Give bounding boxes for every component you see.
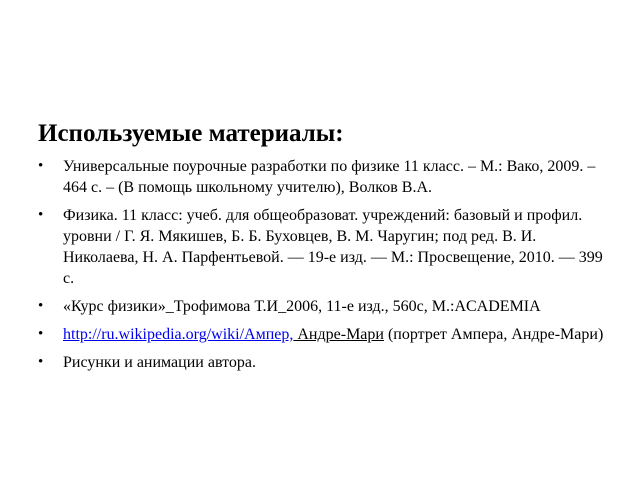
list-item <box>38 324 608 345</box>
list-item-text: Физика. 11 класс: учеб. для общеобразоват. учреждений: базовый и профил. уровни / Г. Я. Мякишев, Б. Б. Буховцев, В. М. Чаругин; под ред. В. И. Николаева, Н. А. Парфентьевой. — 19-е изд. — М.: Просвещение, 2010. — 399 с. <box>63 207 603 287</box>
list-item-text: Универсальные поурочные разработки по физике 11 класс. – М.: Вако, 2009. – 464 с. – (В помощь школьному учителю), Волков В.А. <box>63 158 596 196</box>
bullet-icon: • <box>38 354 44 370</box>
bullet-icon: • <box>38 326 44 342</box>
list-item-text: Рисунки и анимации автора. <box>63 354 256 371</box>
materials-list <box>38 156 608 380</box>
list-item-text: «Курс физики»_Трофимова Т.И_2006, 11-е изд., 560с, М.:ACADEMIA <box>63 298 541 315</box>
bullet-icon: • <box>38 207 44 223</box>
list-item <box>38 352 608 373</box>
list-item <box>38 156 608 198</box>
ampere-name-link[interactable]: Андре-Мари <box>293 326 384 343</box>
list-item-text: (портрет Ампера, Андре-Мари) <box>383 326 604 343</box>
bullet-icon: • <box>38 298 44 314</box>
list-item <box>38 296 608 317</box>
list-item <box>38 205 608 289</box>
wikipedia-link[interactable]: http://ru.wikipedia.org/wiki/Ампер, <box>63 326 294 343</box>
slide-title: Используемые материалы: <box>38 120 344 147</box>
bullet-icon: • <box>38 158 44 174</box>
